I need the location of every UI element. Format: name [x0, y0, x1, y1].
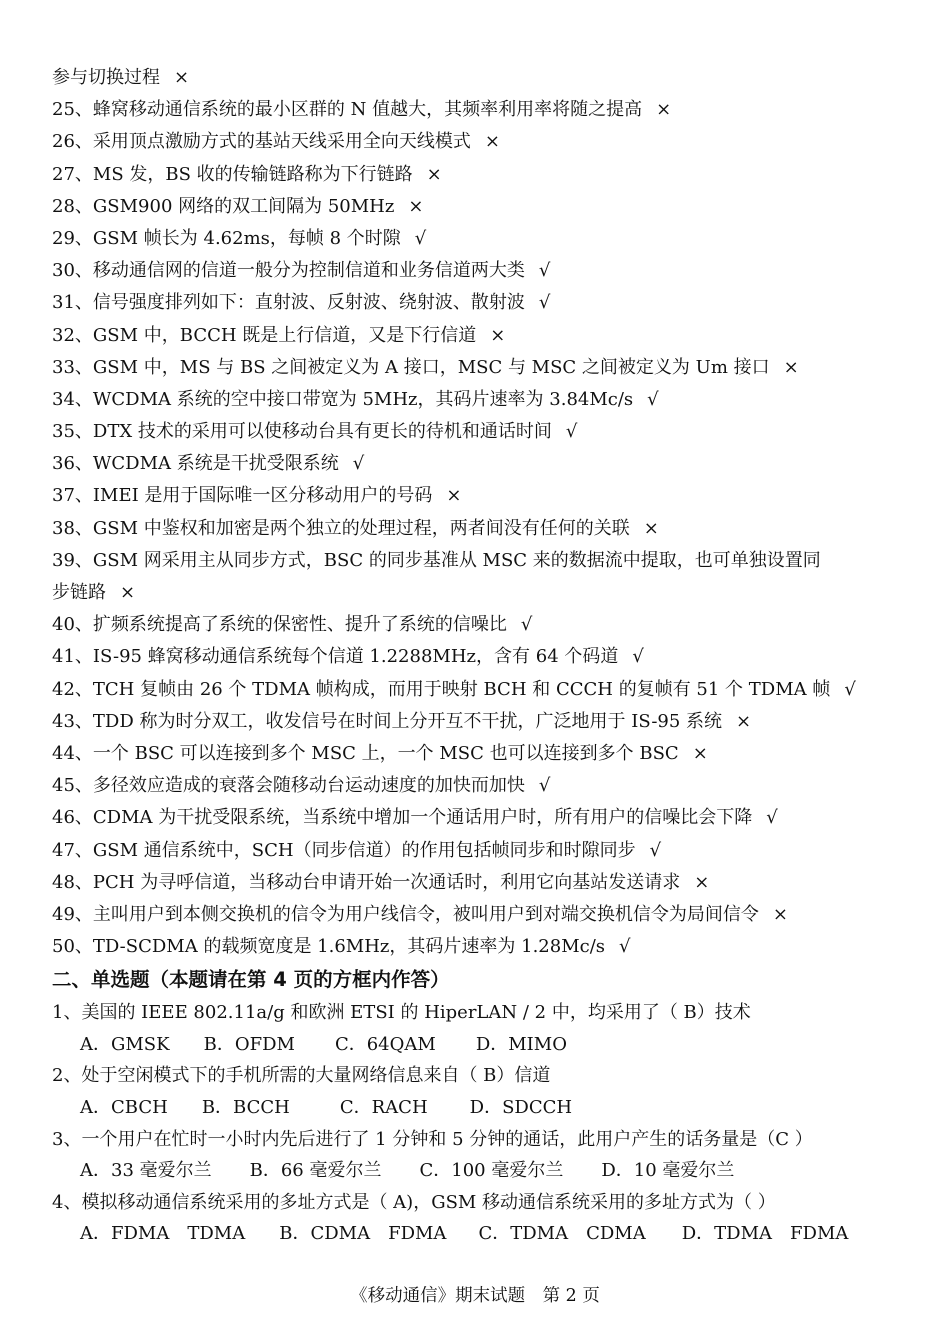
judgement-item	[52, 352, 902, 384]
option-a: A．CBCH	[80, 1097, 168, 1119]
check-mark-icon: √	[414, 227, 427, 249]
judgement-text: 37、IMEI 是用于国际唯一区分移动用户的号码	[52, 485, 433, 507]
cross-mark-icon: ×	[426, 163, 442, 185]
cross-mark-icon: ×	[446, 485, 462, 507]
judgement-item	[52, 545, 902, 577]
judgement-item	[52, 159, 902, 191]
judgement-text: 48、PCH 为寻呼信道，当移动台申请开始一次通话时，利用它向基站发送请求	[52, 871, 681, 893]
judgement-item	[52, 899, 902, 931]
question-stem: 1、美国的 IEEE 802.11a/g 和欧洲 ETSI 的 HiperLAN / 2 中，均采用了（ B）技术	[52, 1002, 751, 1024]
judgement-item	[52, 255, 902, 287]
judgement-item	[52, 126, 902, 158]
page-footer: 《移动通信》期末试题 第 2 页	[350, 1286, 600, 1306]
cross-mark-icon: ×	[694, 871, 710, 893]
cross-mark-icon: ×	[736, 710, 752, 732]
judgement-text: 42、TCH 复帧由 26 个 TDMA 帧构成，而用于映射 BCH 和 CCCH 的复帧有 51 个 TDMA 帧	[52, 678, 831, 700]
judgement-text: 36、WCDMA 系统是干扰受限系统	[52, 453, 339, 475]
check-mark-icon: √	[632, 646, 644, 668]
option-b: B．66 毫爱尔兰	[249, 1160, 382, 1182]
judgement-text: 44、一个 BSC 可以连接到多个 MSC 上，一个 MSC 也可以连接到多个 BSC	[52, 742, 679, 764]
question-options	[52, 1092, 902, 1124]
check-mark-icon: √	[520, 614, 533, 636]
judgement-text: 25、蜂窝移动通信系统的最小区群的 N 值越大，其频率利用率将随之提高	[52, 99, 643, 121]
judgement-item	[52, 223, 902, 255]
judgement-text: 34、WCDMA 系统的空中接口带宽为 5MHz，其码片速率为 3.84Mc/s	[52, 388, 634, 410]
check-mark-icon: √	[619, 936, 631, 958]
judgement-text: 33、GSM 中，MS 与 BS 之间被定义为 A 接口，MSC 与 MSC 之间被定义为 Um 接口	[52, 356, 770, 378]
cross-mark-icon: ×	[656, 99, 672, 121]
check-mark-icon: √	[766, 807, 778, 829]
judgement-item	[52, 513, 902, 545]
section-title: 二、单选题（本题请在第 4 页的方框内作答）	[52, 968, 450, 992]
option-b: B．BCCH	[201, 1097, 290, 1119]
judgement-text: 47、GSM 通信系统中，SCH（同步信道）的作用包括帧同步和时隙同步	[52, 839, 636, 861]
check-mark-icon: √	[538, 260, 551, 282]
judgement-text: 参与切换过程	[52, 67, 160, 88]
judgement-text: 27、MS 发，BS 收的传输链路称为下行链路	[52, 163, 413, 185]
judgement-text: 步链路	[52, 582, 106, 603]
multiple-choice-list	[52, 997, 902, 1250]
check-mark-icon: √	[565, 421, 578, 443]
judgement-item	[52, 802, 902, 834]
check-mark-icon: √	[647, 388, 659, 410]
judgement-text: 41、IS-95 蜂窝移动通信系统每个信道 1.2288MHz，含有 64 个码道	[52, 646, 619, 668]
option-a: A．33 毫爱尔兰	[80, 1160, 212, 1182]
question-options	[52, 1155, 902, 1187]
option-c: C．100 毫爱尔兰	[419, 1160, 564, 1182]
option-a: A．GMSK	[80, 1033, 170, 1055]
judgement-item	[52, 577, 902, 609]
judgement-item	[52, 674, 902, 706]
judgement-text: 50、TD-SCDMA 的载频宽度是 1.6MHz，其码片速率为 1.28Mc/s	[52, 936, 606, 958]
cross-mark-icon: ×	[174, 67, 190, 88]
cross-mark-icon: ×	[408, 195, 424, 217]
judgement-item	[52, 931, 902, 963]
judgement-item	[52, 641, 902, 673]
check-mark-icon: √	[538, 775, 551, 797]
check-mark-icon: √	[352, 453, 365, 475]
question-options	[52, 1029, 902, 1061]
option-d: D．SDCCH	[469, 1097, 573, 1119]
judgement-item	[52, 416, 902, 448]
judgement-text: 46、CDMA 为干扰受限系统，当系统中增加一个通话用户时，所有用户的信噪比会下降	[52, 807, 753, 829]
judgement-text: 29、GSM 帧长为 4.62ms，每帧 8 个时隙	[52, 227, 401, 249]
option-d: D．TDMA FDMA	[681, 1223, 849, 1245]
judgement-text: 45、多径效应造成的衰落会随移动台运动速度的加快而加快	[52, 775, 525, 797]
option-c: C．64QAM	[334, 1033, 436, 1055]
judgement-item	[52, 320, 902, 352]
judgement-item	[52, 609, 902, 641]
content	[52, 62, 902, 1250]
judgement-text: 32、GSM 中，BCCH 既是上行信道，又是下行信道	[52, 324, 477, 346]
cross-mark-icon: ×	[772, 903, 788, 925]
option-b: B．OFDM	[203, 1033, 295, 1055]
judgement-item	[52, 738, 902, 770]
judgement-text: 26、采用顶点激励方式的基站天线采用全向天线模式	[52, 131, 471, 153]
cross-mark-icon: ×	[120, 582, 136, 603]
option-d: D．10 毫爱尔兰	[601, 1160, 735, 1182]
check-mark-icon: √	[844, 678, 856, 700]
judgement-text: 38、GSM 中鉴权和加密是两个独立的处理过程，两者间没有任何的关联	[52, 517, 630, 539]
option-c: C．RACH	[339, 1097, 428, 1119]
judgement-item	[52, 94, 902, 126]
judgement-text: 40、扩频系统提高了系统的保密性、提升了系统的信噪比	[52, 614, 507, 636]
option-d: D．MIMO	[475, 1033, 567, 1055]
judgement-item	[52, 287, 902, 319]
question-options	[52, 1218, 902, 1250]
option-b: B．CDMA FDMA	[279, 1223, 447, 1245]
question-stem: 2、处于空闲模式下的手机所需的大量网络信息来自（ B）信道	[52, 1065, 551, 1087]
option-c: C．TDMA CDMA	[478, 1223, 646, 1245]
cross-mark-icon: ×	[490, 324, 506, 346]
check-mark-icon: √	[649, 839, 662, 861]
judgement-text: 28、GSM900 网络的双工间隔为 50MHz	[52, 195, 395, 217]
judgement-text: 30、移动通信网的信道一般分为控制信道和业务信道两大类	[52, 260, 525, 282]
judgement-item	[52, 384, 902, 416]
cross-mark-icon: ×	[692, 742, 708, 764]
judgement-item	[52, 835, 902, 867]
question-stem: 4、模拟移动通信系统采用的多址方式是（ A)，GSM 移动通信系统采用的多址方式为（ ）	[52, 1191, 776, 1213]
judgement-item	[52, 867, 902, 899]
cross-mark-icon: ×	[783, 356, 799, 378]
check-mark-icon: √	[538, 292, 551, 314]
option-a: A．FDMA TDMA	[80, 1223, 246, 1245]
judgement-item	[52, 706, 902, 738]
judgement-list	[52, 62, 902, 963]
judgement-item	[52, 191, 902, 223]
judgement-item	[52, 62, 902, 94]
judgement-text: 39、GSM 网采用主从同步方式，BSC 的同步基准从 MSC 来的数据流中提取，也可单独设置同	[52, 549, 821, 571]
judgement-item	[52, 770, 902, 802]
judgement-text: 35、DTX 技术的采用可以使移动台具有更长的待机和通话时间	[52, 421, 552, 443]
cross-mark-icon: ×	[484, 131, 500, 153]
judgement-text: 43、TDD 称为时分双工，收发信号在时间上分开互不干扰，广泛地用于 IS-95 系统	[52, 710, 723, 732]
question-stem: 3、一个用户在忙时一小时内先后进行了 1 分钟和 5 分钟的通话，此用户产生的话务量是（C ）	[52, 1128, 813, 1150]
cross-mark-icon: ×	[643, 517, 659, 539]
judgement-text: 49、主叫用户到本侧交换机的信令为用户线信令，被叫用户到对端交换机信令为局间信令	[52, 903, 759, 925]
judgement-item	[52, 480, 902, 512]
judgement-item	[52, 448, 902, 480]
judgement-text: 31、信号强度排列如下：直射波、反射波、绕射波、散射波	[52, 292, 525, 314]
